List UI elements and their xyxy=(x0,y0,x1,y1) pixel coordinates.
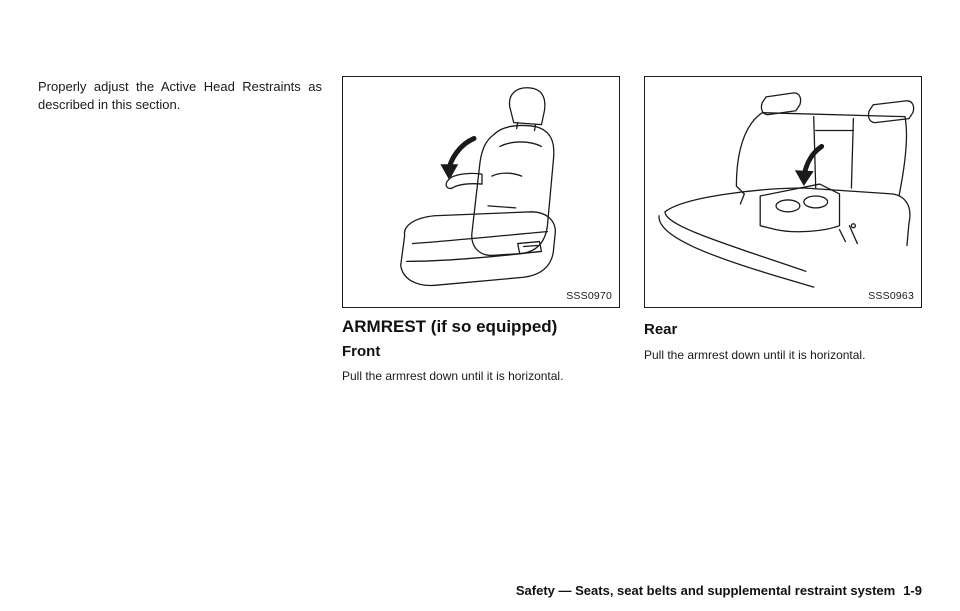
rear-down-arrow-icon xyxy=(795,146,822,186)
figure-code: SSS0970 xyxy=(566,290,612,302)
rear-heading: Rear xyxy=(644,321,678,338)
front-armrest-illustration xyxy=(342,76,620,308)
backrest-outline xyxy=(472,125,554,255)
rear-armrest-illustration xyxy=(644,76,922,308)
section-heading: ARMREST (if so equipped) xyxy=(342,317,558,336)
rear-cushion-outline xyxy=(665,188,910,246)
front-instruction: Pull the armrest down until it is horizontal. xyxy=(342,369,564,383)
figure-code: SSS0963 xyxy=(868,290,914,302)
footer-chapter: Safety — Seats, seat belts and supplemental restraint system xyxy=(515,583,896,598)
right-headrest-outline xyxy=(869,101,914,123)
intro-paragraph: Properly adjust the Active Head Restraints as described in this section. xyxy=(38,79,322,112)
cushion-outline xyxy=(401,212,556,286)
headrest-outline xyxy=(509,88,544,125)
cupholder-left xyxy=(776,200,800,212)
cupholder-right xyxy=(804,196,828,208)
rear-seat-drawing xyxy=(645,77,921,307)
left-headrest-outline xyxy=(761,93,800,115)
page-footer xyxy=(516,583,922,598)
front-seat-drawing xyxy=(343,77,619,307)
front-heading: Front xyxy=(342,343,381,360)
page-number: 1-9 xyxy=(903,583,922,598)
rear-instruction: Pull the armrest down until it is horizontal. xyxy=(644,348,866,362)
rear-backrest-outline xyxy=(736,113,906,196)
